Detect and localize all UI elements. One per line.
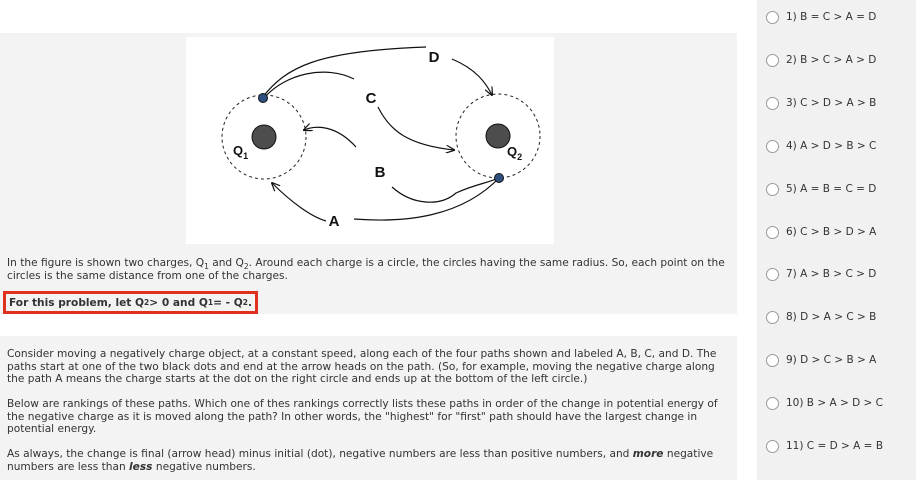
radio-button[interactable] bbox=[766, 440, 779, 453]
path-label-b: B bbox=[374, 164, 386, 181]
sign-convention-note: As always, the change is final (arrow head) minus initial (dot), negative numbers are less than positive numbers, and more negative numbers are less than less negative numbers. bbox=[7, 448, 714, 473]
path-a-line bbox=[354, 177, 500, 220]
charge-label-q1: $Q_1$ bbox=[233, 143, 249, 161]
option-label: 7) A > B > C > D bbox=[786, 268, 877, 280]
path-d-line bbox=[262, 47, 426, 98]
option-label: 5) A = B = C = D bbox=[786, 183, 877, 195]
figure-svg bbox=[186, 37, 554, 244]
path-a-arrow bbox=[272, 183, 326, 221]
path-d-arrow bbox=[452, 59, 492, 95]
answer-option-4[interactable] bbox=[766, 138, 876, 154]
answer-option-1[interactable] bbox=[766, 9, 876, 25]
option-label: 8) D > A > C > B bbox=[786, 311, 877, 323]
rankings-question: Below are rankings of these paths. Which one of thes rankings correctly lists these paths in order of the change in potential energy of the negative charge as it is moved along the path? In other words, the "highest" for "first" path should have the largest change in potential energy. bbox=[7, 398, 718, 435]
radio-button[interactable] bbox=[766, 54, 779, 67]
option-label: 3) C > D > A > B bbox=[786, 97, 877, 109]
option-label: 1) B = C > A = D bbox=[786, 11, 877, 23]
path-label-d: D bbox=[428, 49, 440, 66]
answer-option-5[interactable] bbox=[766, 181, 876, 197]
paths-description: Consider moving a negatively charge object, at a constant speed, along each of the four paths shown and labeled A, B, C, and D. The paths start at one of the two black dots and end at the arrow heads on the path. (So, for example, moving the negative charge along the path A means the charge starts at the dot on the right circle and ends up at the bottom of the left circle.) bbox=[7, 348, 717, 385]
charge-paths-figure bbox=[186, 37, 554, 244]
path-c-line bbox=[264, 72, 354, 98]
path-b-line bbox=[392, 177, 500, 202]
answer-option-6[interactable] bbox=[766, 224, 876, 240]
charge-label-q2: $Q_2$ bbox=[507, 144, 523, 162]
option-label: 6) C > B > D > A bbox=[786, 226, 877, 238]
radio-button[interactable] bbox=[766, 97, 779, 110]
radio-button[interactable] bbox=[766, 397, 779, 410]
option-label: 9) D > C > B > A bbox=[786, 354, 877, 366]
start-dot-right bbox=[495, 174, 504, 183]
path-c-arrow bbox=[378, 107, 454, 150]
radio-button[interactable] bbox=[766, 311, 779, 324]
answer-option-11[interactable] bbox=[766, 438, 883, 454]
answer-option-10[interactable] bbox=[766, 395, 883, 411]
start-dot-left bbox=[259, 94, 268, 103]
answer-option-7[interactable] bbox=[766, 266, 876, 282]
path-label-c: C bbox=[365, 90, 377, 107]
answer-option-9[interactable] bbox=[766, 352, 876, 368]
radio-button[interactable] bbox=[766, 354, 779, 367]
option-label: 4) A > D > B > C bbox=[786, 140, 877, 152]
intro-text: In the figure is shown two charges, $Q_1$ and $Q_2$. Around each charge is a circle, the circles having the same radius. So, each point on the circles is the same distance from one of the charges. bbox=[7, 257, 725, 282]
path-label-a: A bbox=[328, 213, 340, 230]
path-b-arrow bbox=[304, 127, 356, 147]
radio-button[interactable] bbox=[766, 140, 779, 153]
radio-button[interactable] bbox=[766, 183, 779, 196]
option-label: 11) C = D > A = B bbox=[786, 440, 884, 452]
radio-button[interactable] bbox=[766, 226, 779, 239]
answer-option-2[interactable] bbox=[766, 52, 876, 68]
radio-button[interactable] bbox=[766, 11, 779, 24]
answer-options-panel bbox=[757, 0, 916, 480]
highlighted-condition: For this problem, let Q 2 > 0 and Q 1 = - Q 2 . bbox=[3, 291, 258, 314]
answer-option-3[interactable] bbox=[766, 95, 876, 111]
charge-q1 bbox=[252, 125, 276, 149]
radio-button[interactable] bbox=[766, 268, 779, 281]
answer-option-8[interactable] bbox=[766, 309, 876, 325]
option-label: 2) B > C > A > D bbox=[786, 54, 877, 66]
option-label: 10) B > A > D > C bbox=[786, 397, 884, 409]
